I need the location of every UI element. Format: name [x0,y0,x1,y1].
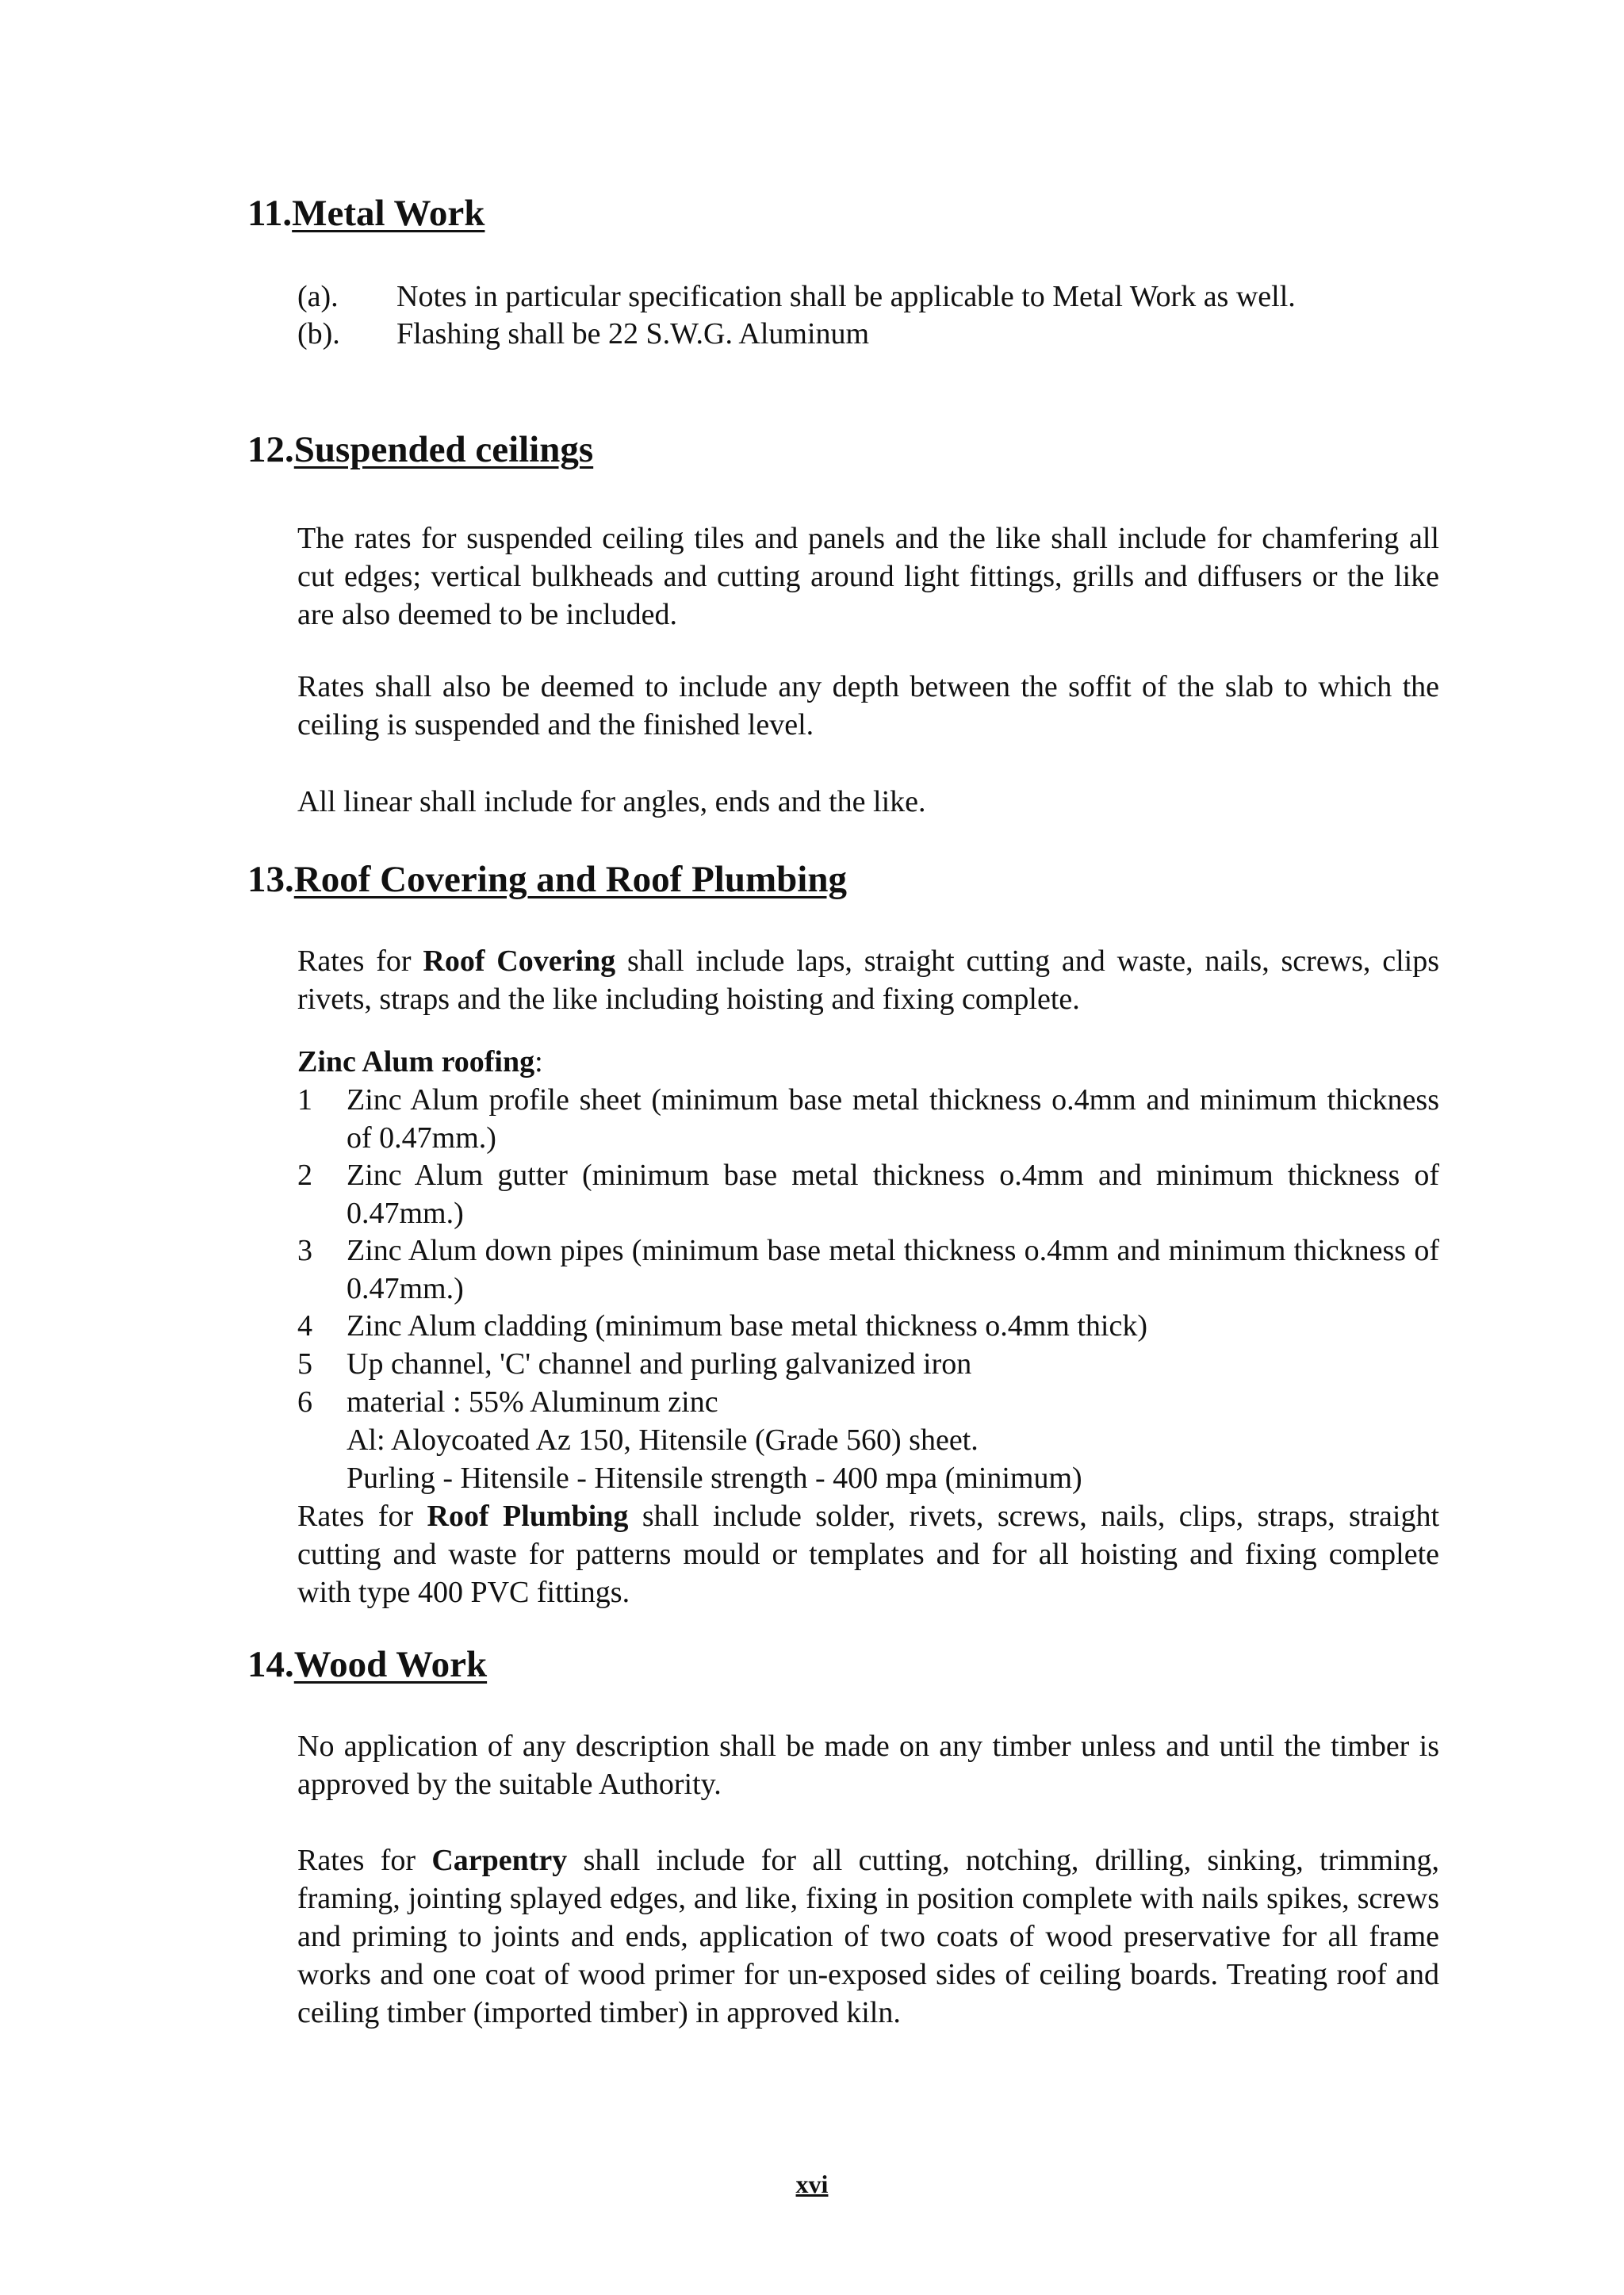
subheading-label: Zinc Alum roofing [297,1045,535,1079]
paragraph [297,942,1439,1018]
text-run: Rates for [297,944,423,978]
section-title: Wood Work [293,1644,488,1685]
note-text: Notes in particular specification shall be applicable to Metal Work as well. [396,280,1296,313]
note-label: (a). [297,280,339,313]
list-text: Up channel, 'C' channel and purling galvanized iron [347,1347,972,1381]
list-text: Zinc Alum down pipes (minimum base metal thickness o.4mm and minimum thickness of 0.47mm.) [347,1234,1439,1305]
list-number: 1 [297,1083,312,1117]
list-text: material : 55% Aluminum zinc [347,1385,718,1419]
paragraph [297,1497,1439,1611]
list-number: 5 [297,1347,312,1381]
note-text: Flashing shall be 22 S.W.G. Aluminum [396,317,870,351]
paragraph [297,1841,1439,2032]
bold-term: Carpentry [431,1844,568,1877]
text-run: shall include laps, straight cutting and waste, nails, screws, clips rivets, straps and the like including hoisting and fixing complete. [297,944,1439,1016]
list-item [297,1081,1439,1157]
paragraph: All linear shall include for angles, ends and the like. [297,785,926,818]
paragraph: The rates for suspended ceiling tiles and panels and the like shall include for chamfering all cut edges; vertical bulkheads and cutting around light fittings, grills and diffusers or the like are also deemed to be included. [297,522,1439,631]
list-item [297,1232,1439,1308]
list-text: Zinc Alum cladding (minimum base metal thickness o.4mm thick) [347,1309,1147,1343]
section-title: Metal Work [292,193,485,234]
bold-term: Roof Plumbing [427,1500,629,1533]
list-number: 6 [297,1385,312,1419]
section-number: 13. [247,859,294,900]
note-label: (b). [297,317,340,351]
page-number: xvi [795,2170,829,2198]
list-number: 2 [297,1159,312,1192]
section-13-heading [247,861,847,898]
section-title: Roof Covering and Roof Plumbing [293,859,847,900]
paragraph: Rates shall also be deemed to include any depth between the soffit of the slab to which the ceiling is suspended and the finished level. [297,670,1439,741]
section-number: 11. [247,193,293,234]
bold-term: Roof Covering [423,944,616,978]
subheading [297,1043,543,1081]
section-14-heading [247,1646,487,1684]
list-text: Zinc Alum gutter (minimum base metal thickness o.4mm and minimum thickness of 0.47mm.) [347,1159,1439,1230]
list-text: Zinc Alum profile sheet (minimum base metal thickness o.4mm and minimum thickness of 0.47mm.) [347,1083,1439,1155]
text-run: Rates for [297,1500,427,1533]
list-item [297,1345,1439,1383]
paragraph: No application of any description shall be made on any timber unless and until the timber is approved by the suitable Authority. [297,1730,1439,1801]
section-title: Suspended ceilings [293,429,594,470]
list-item [297,1307,1439,1345]
list-item [297,1383,1439,1421]
text-run: Rates for [297,1844,432,1877]
section-number: 12. [247,429,294,470]
text-run: shall include solder, rivets, screws, nails, clips, straps, straight cutting and waste for patterns mould or templates and for all hoisting and fixing complete with type 400 PVC fittings. [297,1500,1440,1609]
list-subline: Al: Aloycoated Az 150, Hitensile (Grade 560) sheet. [347,1423,979,1457]
section-11-heading [247,195,485,232]
list-item [297,1156,1439,1232]
section-number: 14. [247,1644,294,1685]
list-subline: Purling - Hitensile - Hitensile strength - 400 mpa (minimum) [347,1462,1082,1495]
text-run: shall include for all cutting, notching, drilling, sinking, trimming, framing, jointing splayed edges, and like, fixing in position complete with nails spikes, screws and priming to joints and ends, application of two coats of wood preservative for all frame works and one coat of wood primer for un-exposed sides of ceiling boards. Treating roof and ceiling timber (imported timber) in approved kiln. [297,1844,1439,2029]
colon: : [534,1045,543,1079]
list-number: 4 [297,1309,312,1343]
section-12-heading [247,431,593,469]
list-number: 3 [297,1234,312,1267]
